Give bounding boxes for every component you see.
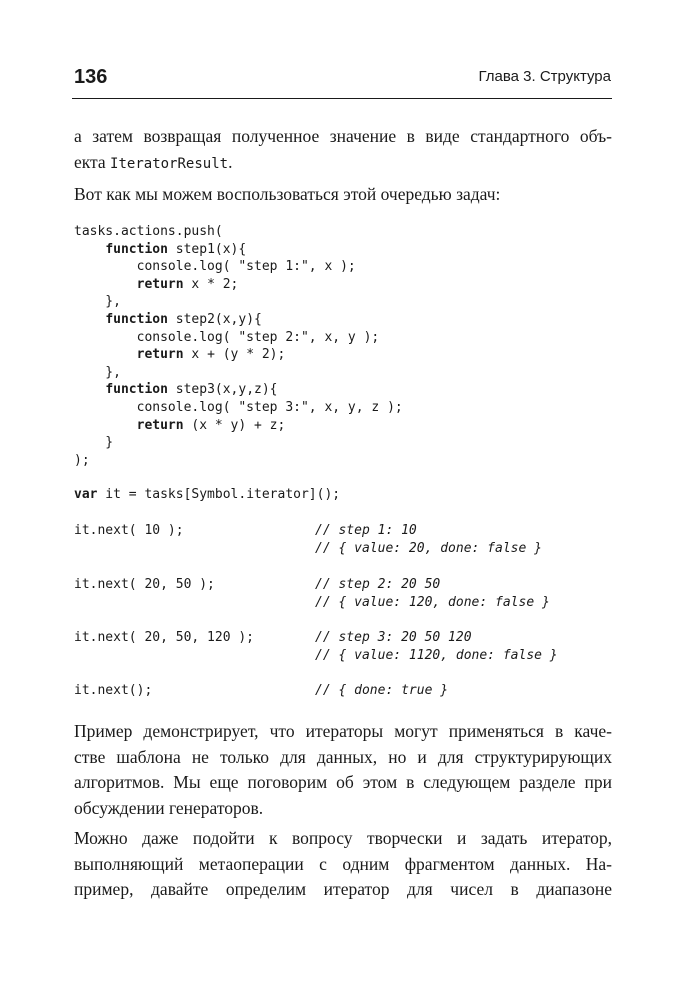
paragraph-creative-iterator	[74, 826, 612, 903]
intro-paragraph	[74, 124, 612, 177]
iterator-result-code: IteratorResult	[110, 155, 229, 172]
code-line	[74, 522, 614, 540]
code-line: console.log( "step 3:", x, y, z );	[74, 399, 403, 415]
code-line	[74, 417, 614, 435]
code-line	[74, 682, 614, 700]
code-line	[74, 486, 614, 504]
code-block-tasks	[74, 223, 614, 469]
code-keyword: function	[105, 311, 168, 327]
lead-in-text: Вот как мы можем воспользоваться этой очередью задач:	[74, 184, 501, 204]
code-rest: (x * y) + z;	[183, 417, 286, 433]
code-block-next-2	[74, 576, 614, 611]
code-block-next-4	[74, 682, 614, 700]
code-line: tasks.actions.push(	[74, 224, 223, 239]
code-indent	[74, 277, 137, 292]
code-indent	[74, 347, 137, 362]
code-block-var	[74, 486, 614, 504]
code-comment: // step 3: 20 50 120	[315, 630, 472, 645]
paragraph-line: пример, давайте определим итератор для чисел в диапазоне	[74, 879, 612, 899]
intro-line-2-prefix: екта	[74, 151, 111, 172]
paragraph-line: выполняющий метаоперации с одним фрагментом данных. На-	[74, 853, 612, 874]
code-keyword: return	[136, 417, 184, 433]
code-line	[74, 647, 614, 665]
code-indent	[74, 242, 105, 257]
paragraph-iterators-patterns	[74, 719, 612, 821]
code-line	[74, 629, 614, 647]
code-line: console.log( "step 1:", x );	[74, 259, 356, 275]
code-line: },	[74, 364, 121, 380]
code-call: it.next();	[74, 683, 153, 698]
code-rest: step2(x,y){	[167, 311, 262, 327]
code-indent	[74, 312, 105, 327]
code-line	[74, 311, 614, 329]
code-line: }	[74, 435, 114, 451]
code-line	[74, 241, 614, 259]
code-line	[74, 276, 614, 294]
paragraph-line: Можно даже подойти к вопросу творчески и задать итератор,	[74, 828, 612, 848]
code-line: console.log( "step 2:", x, y );	[74, 329, 380, 345]
code-line	[74, 540, 614, 558]
paragraph-line: стве шаблона не только для данных, но и для структурирующих	[74, 746, 612, 767]
code-line	[74, 576, 614, 594]
code-rest: step1(x){	[167, 241, 247, 257]
paragraph-line: алгоритмов. Мы еще поговорим об этом в следующем разделе при	[74, 772, 612, 792]
code-line	[74, 594, 614, 612]
code-rest: step3(x,y,z){	[167, 382, 278, 398]
paragraph-line: Пример демонстрирует, что итераторы могут применяться в каче-	[74, 721, 612, 741]
code-rest: x + (y * 2);	[183, 347, 286, 363]
code-keyword: return	[136, 347, 184, 363]
code-call: it.next( 20, 50, 120 );	[74, 630, 255, 645]
paragraph-line: обсуждении генераторов.	[74, 797, 264, 818]
code-block-next-1	[74, 522, 614, 557]
code-comment: // step 1: 10	[315, 523, 417, 538]
code-rest: it = tasks[Symbol.iterator]();	[97, 487, 341, 502]
code-line: );	[74, 452, 90, 468]
code-comment: // { value: 1120, done: false }	[315, 647, 558, 663]
intro-line-2	[74, 150, 612, 178]
page-number: 136	[74, 66, 108, 88]
code-indent	[74, 418, 137, 433]
code-block-next-3	[74, 629, 614, 664]
code-keyword: function	[105, 241, 168, 257]
code-comment: // step 2: 20 50	[315, 577, 441, 592]
code-call: it.next( 10 );	[74, 523, 184, 538]
code-keyword: var	[74, 487, 98, 502]
code-comment: // { done: true }	[315, 683, 449, 698]
code-line	[74, 346, 614, 364]
code-comment: // { value: 20, done: false }	[315, 540, 542, 556]
intro-line-2-suffix: .	[228, 151, 233, 172]
header-rule	[72, 98, 612, 99]
code-comment: // { value: 120, done: false }	[315, 594, 550, 610]
code-rest: x * 2;	[183, 276, 239, 292]
chapter-title: Глава 3. Структура	[478, 68, 611, 85]
intro-line-1: а затем возвращая полученное значение в виде стандартного объ-	[74, 126, 612, 146]
code-indent	[74, 382, 105, 397]
code-keyword: return	[136, 276, 184, 292]
code-line	[74, 381, 614, 399]
code-keyword: function	[105, 382, 168, 398]
code-call: it.next( 20, 50 );	[74, 577, 215, 592]
lead-in-paragraph	[74, 182, 612, 208]
code-line: },	[74, 294, 121, 310]
